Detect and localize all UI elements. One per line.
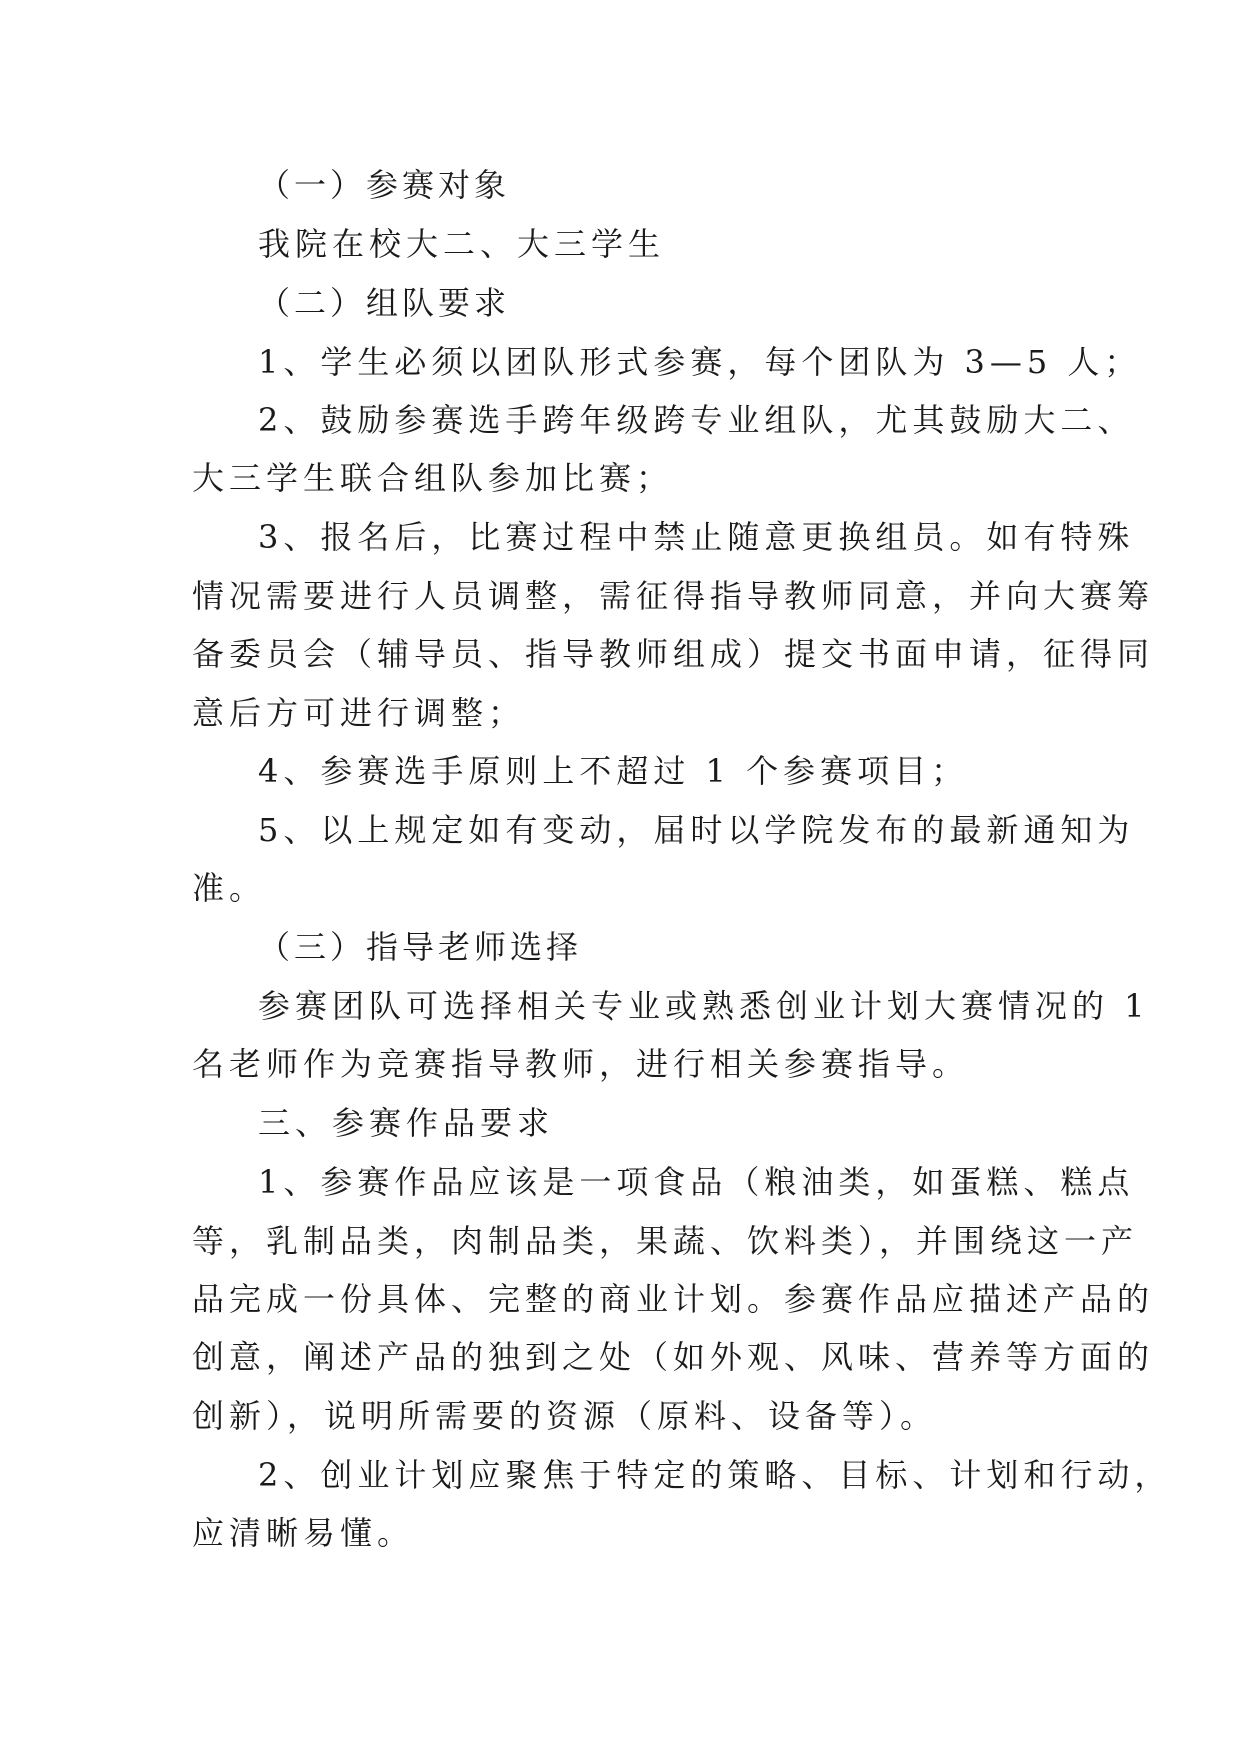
section-heading-entry-requirements: 三、参赛作品要求 [258, 1104, 555, 1142]
paragraph-line: 4、参赛选手原则上不超过 1 个参赛项目； [258, 752, 969, 790]
paragraph-line: 名老师作为竞赛指导教师，进行相关参赛指导。 [192, 1045, 970, 1083]
paragraph-line: 2、鼓励参赛选手跨年级跨专业组队，尤其鼓励大二、 [258, 401, 1135, 439]
paragraph-line: 准。 [192, 869, 267, 907]
paragraph-line: 创新），说明所需要的资源（原料、设备等）。 [192, 1397, 938, 1435]
paragraph-line: 情况需要进行人员调整，需征得指导教师同意，并向大赛筹 [192, 577, 1155, 615]
paragraph-line: 大三学生联合组队参加比赛； [192, 459, 674, 497]
paragraph-line: 1、学生必须以团队形式参赛，每个团队为 3—5 人； [258, 343, 1142, 381]
paragraph-line: 创意，阐述产品的独到之处（如外观、风味、营养等方面的 [192, 1338, 1155, 1376]
paragraph-line: 应清晰易懂。 [192, 1514, 415, 1552]
section-heading-team-requirements: （二）组队要求 [258, 284, 511, 322]
paragraph-line: 3、报名后，比赛过程中禁止随意更换组员。如有特殊 [258, 518, 1135, 556]
paragraph-line: 2、创业计划应聚焦于特定的策略、目标、计划和行动， [258, 1456, 1172, 1494]
paragraph-line: 品完成一份具体、完整的商业计划。参赛作品应描述产品的 [192, 1280, 1155, 1318]
section-heading-participants: （一）参赛对象 [258, 166, 511, 204]
paragraph-line: 1、参赛作品应该是一项食品（粮油类，如蛋糕、糕点 [258, 1163, 1135, 1201]
paragraph-line: 意后方可进行调整； [192, 694, 526, 732]
paragraph-line: 我院在校大二、大三学生 [258, 225, 666, 263]
section-heading-advisor: （三）指导老师选择 [258, 928, 583, 966]
paragraph-line: 备委员会（辅导员、指导教师组成）提交书面申请，征得同 [192, 635, 1155, 673]
paragraph-line: 5、以上规定如有变动，届时以学院发布的最新通知为 [258, 811, 1135, 849]
paragraph-line: 等，乳制品类，肉制品类，果蔬、饮料类），并围绕这一产 [192, 1222, 1139, 1260]
paragraph-line: 参赛团队可选择相关专业或熟悉创业计划大赛情况的 1 [258, 987, 1150, 1025]
